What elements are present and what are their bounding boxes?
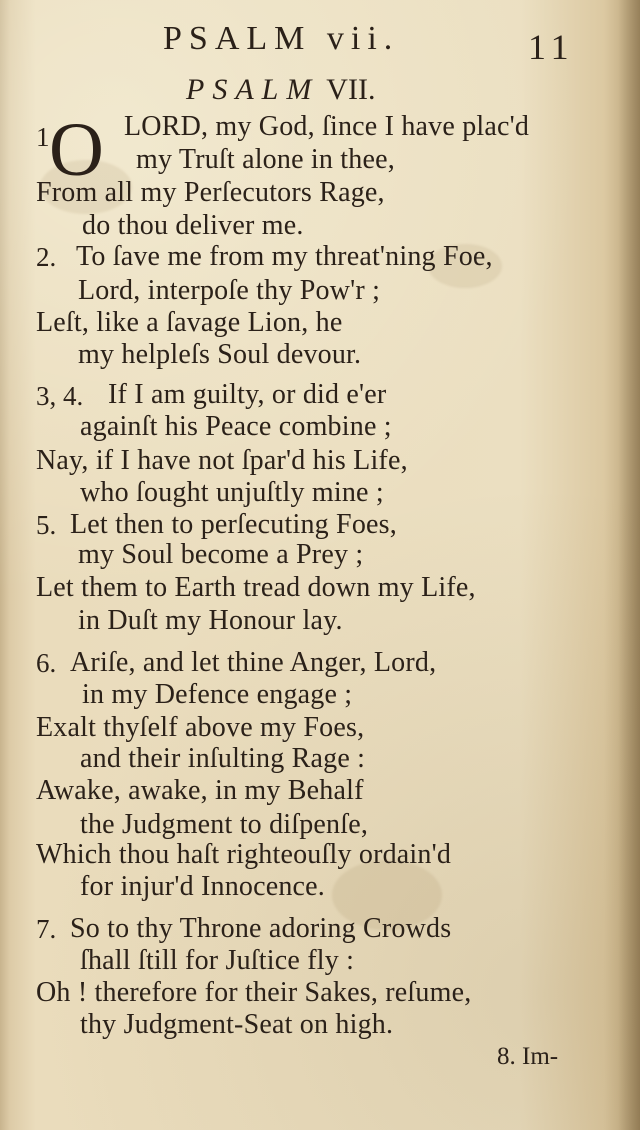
psalm-title-italic: PSALM — [186, 73, 320, 106]
verse-7-line-3: Oh ! therefore for their Sakes, reſume, — [36, 977, 472, 1008]
verse-6-line-2: in my Defence engage ; — [82, 679, 353, 710]
verse-2-line-4: my helpleſs Soul devour. — [78, 339, 362, 370]
running-head: PSALM vii. — [163, 20, 400, 57]
verse-1-line-4: do thou deliver me. — [82, 210, 304, 241]
verse-2-line-2: Lord, interpoſe thy Pow'r ; — [78, 275, 381, 306]
verse-5-line-1: Let then to perſecuting Foes, — [70, 509, 397, 540]
verse-5-line-3: Let them to Earth tread down my Life, — [36, 572, 476, 603]
verse-6-line-1: Ariſe, and let thine Anger, Lord, — [70, 647, 437, 678]
verse-7-line-1: So to thy Throne adoring Crowds — [70, 913, 452, 944]
verse-1-line-1: LORD, my God, ſince I have plac'd — [124, 111, 530, 142]
verse-6-line-5: Awake, awake, in my Behalf — [36, 775, 364, 806]
verse-6-line-8: for injur'd Innocence. — [80, 871, 326, 902]
verse-5-line-4: in Duſt my Honour lay. — [78, 605, 343, 636]
verse-5-line-2: my Soul become a Prey ; — [78, 539, 364, 570]
verse-3-line-1: If I am guilty, or did e'er — [108, 379, 387, 410]
verse-1-marker: 1 — [36, 122, 50, 152]
gutter-shadow — [618, 0, 640, 1130]
verse-6-line-4: and their inſulting Rage : — [80, 743, 366, 774]
psalm-title-roman: VII. — [326, 73, 376, 106]
verse-7-line-2: ſhall ſtill for Juſtice fly : — [80, 945, 355, 976]
verse-6-line-6: the Judgment to diſpenſe, — [80, 809, 369, 840]
verse-7-line-4: thy Judgment-Seat on high. — [80, 1009, 394, 1040]
page-number: 11 — [528, 27, 575, 67]
verse-6-marker: 6. — [36, 648, 57, 678]
verse-1-line-2: my Truſt alone in thee, — [136, 144, 395, 175]
verse-3-4-marker: 3, 4. — [36, 381, 84, 411]
verse-5-marker: 5. — [36, 510, 57, 540]
verse-2-marker: 2. — [36, 242, 57, 272]
verse-3-line-3: Nay, if I have not ſpar'd his Life, — [36, 445, 408, 476]
verse-6-line-7: Which thou haſt righteouſly ordain'd — [36, 839, 452, 870]
verse-3-line-4: who ſought unjuſtly mine ; — [80, 477, 384, 508]
drop-initial: O — [49, 108, 104, 192]
verse-1-line-3: From all my Perſecutors Rage, — [36, 177, 385, 208]
verse-7-marker: 7. — [36, 914, 57, 944]
catchword: 8. Im- — [497, 1043, 559, 1070]
verse-2-line-1: To ſave me from my threat'ning Foe, — [76, 241, 493, 272]
verse-6-line-3: Exalt thyſelf above my Foes, — [36, 712, 365, 743]
verse-3-line-2: againſt his Peace combine ; — [80, 411, 392, 442]
psalm-title — [186, 73, 375, 107]
verse-2-line-3: Leſt, like a ſavage Lion, he — [36, 307, 343, 338]
